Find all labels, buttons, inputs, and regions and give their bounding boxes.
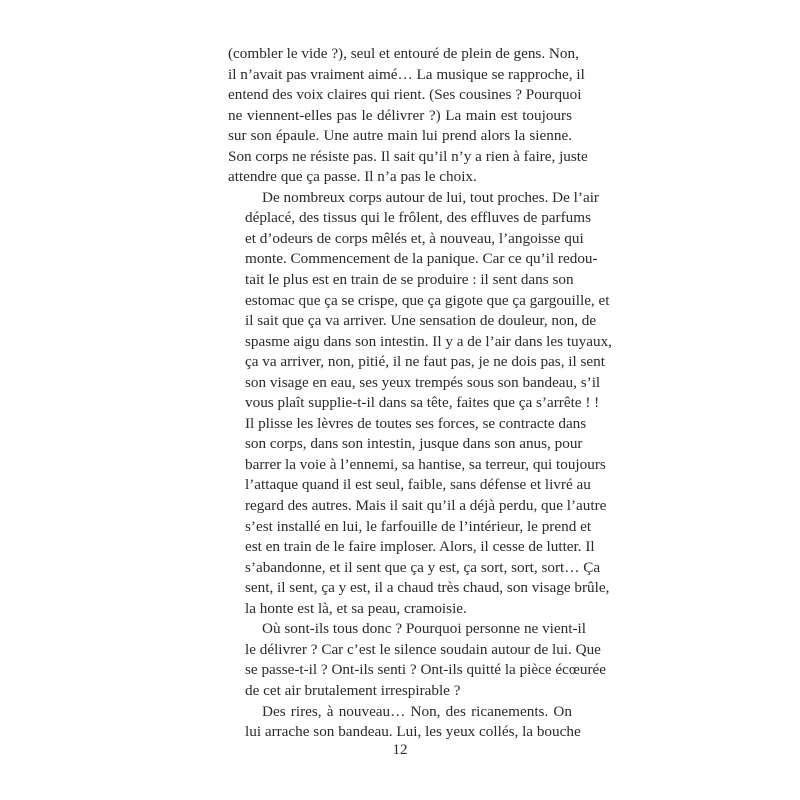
paragraph-2 <box>228 188 612 619</box>
text-line: regard des autres. Mais il sait qu’il a déjà perdu, que l’autre <box>245 497 607 515</box>
text-line: ne viennent-elles pas le délivrer ?) La main est toujours <box>228 106 572 124</box>
text-line: la honte est là, et sa peau, cramoisie. <box>245 599 467 617</box>
paragraph-3 <box>228 619 606 701</box>
text-line: attendre que ça passe. Il n’a pas le choix. <box>228 168 477 186</box>
text-line: le délivrer ? Car c’est le silence soudain autour de lui. Que <box>245 640 601 658</box>
text-line: déplacé, des tissus qui le frôlent, des effluves de parfums <box>245 209 591 227</box>
text-line: ça va arriver, non, pitié, il ne faut pas, je ne dois pas, il sent <box>245 353 605 371</box>
text-line: est en train de le faire imploser. Alors, il cesse de lutter. Il <box>245 538 595 556</box>
text-line: spasme aigu dans son intestin. Il y a de l’air dans les tuyaux, <box>245 332 612 350</box>
text-line: monte. Commencement de la panique. Car ce qu’il redou- <box>245 250 598 268</box>
text-line: tait le plus est en train de se produire : il sent dans son <box>245 271 574 289</box>
text-line: De nombreux corps autour de lui, tout proches. De l’air <box>262 188 599 206</box>
page-number: 12 <box>392 742 408 758</box>
text-line: il sait que ça va arriver. Une sensation de douleur, non, de <box>245 312 597 330</box>
text-line: vous plaît supplie-t-il dans sa tête, faites que ça s’arrête ! ! <box>245 394 600 412</box>
text-line: (combler le vide ?), seul et entouré de plein de gens. Non, <box>228 45 579 62</box>
paragraph-4 <box>228 702 581 743</box>
text-line: sent, il sent, ça y est, il a chaud très chaud, son visage brûle, <box>245 579 610 597</box>
text-line: sur son épaule. Une autre main lui prend alors la sienne. <box>228 127 572 145</box>
text-line: et d’odeurs de corps mêlés et, à nouveau, l’angoisse qui <box>245 229 584 247</box>
text-line: Il plisse les lèvres de toutes ses forces, se contracte dans <box>245 414 587 432</box>
text-line: Où sont-ils tous donc ? Pourquoi personne ne vient-il <box>262 620 586 638</box>
text-line: Des rires, à nouveau… Non, des ricanements. On <box>262 702 572 720</box>
text-line: estomac que ça se crispe, que ça gigote que ça gargouille, et <box>245 291 610 309</box>
text-line: Son corps ne résiste pas. Il sait qu’il n’y a rien à faire, juste <box>228 147 588 165</box>
text-line: barrer la voie à l’ennemi, sa hantise, sa terreur, qui toujours <box>245 455 606 473</box>
text-line: lui arrache son bandeau. Lui, les yeux collés, la bouche <box>245 723 581 741</box>
text-line: il n’avait pas vraiment aimé… La musique se rapproche, il <box>228 65 585 83</box>
text-line: s’abandonne, et il sent que ça y est, ça sort, sort, sort… Ça <box>245 558 601 576</box>
text-line: de cet air brutalement irrespirable ? <box>245 681 461 699</box>
text-line: son visage en eau, ses yeux trempés sous son bandeau, s’il <box>245 373 601 391</box>
text-line: entend des voix claires qui rient. (Ses cousines ? Pourquoi <box>228 86 582 104</box>
paragraph-1 <box>228 44 588 188</box>
text-line: s’est installé en lui, le farfouille de l’intérieur, le prend et <box>245 517 592 535</box>
text-line: son corps, dans son intestin, jusque dans son anus, pour <box>245 435 583 453</box>
text-line: l’attaque quand il est seul, faible, sans défense et livré au <box>245 476 591 494</box>
text-line: se passe-t-il ? Ont-ils senti ? Ont-ils quitté la pièce écœurée <box>245 661 606 679</box>
body-text <box>228 44 612 743</box>
